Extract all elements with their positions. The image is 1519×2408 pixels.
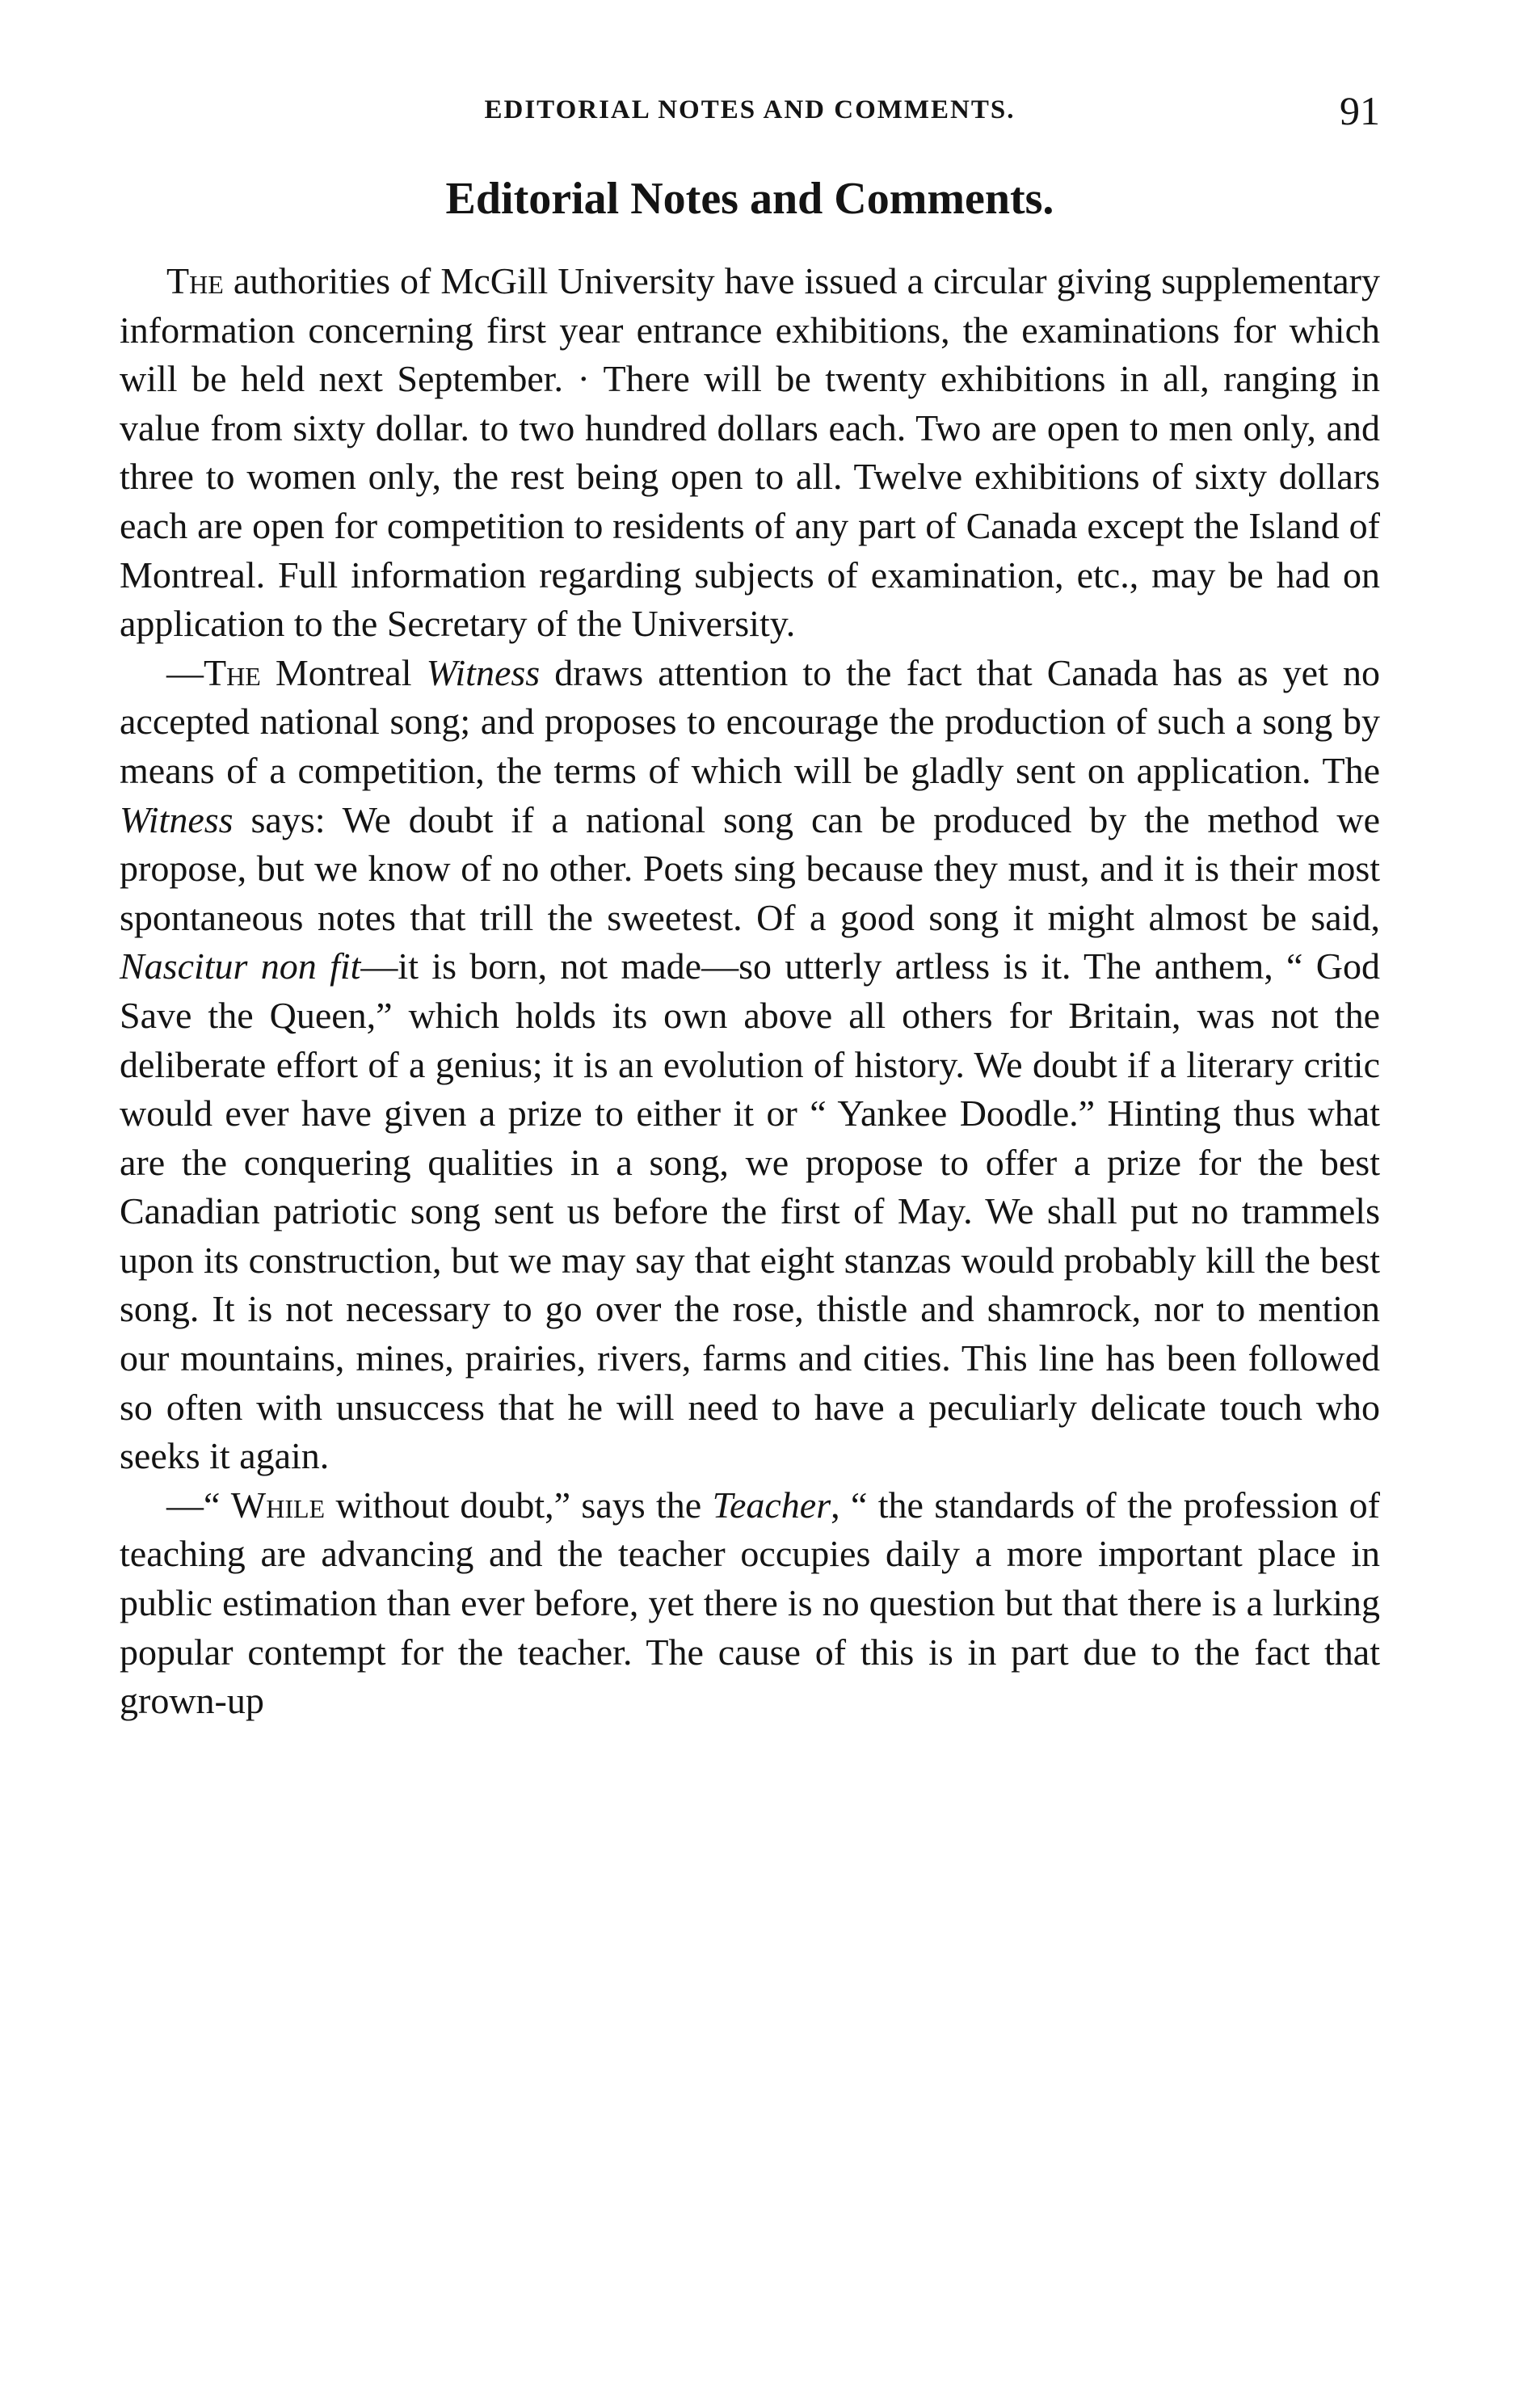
paragraph-opening-word: The bbox=[204, 651, 261, 693]
paragraph-text: without doubt,” says the bbox=[325, 1484, 713, 1526]
paragraph-text: authorities of McGill University have issued a circular giving supplementary information concerning first year entrance exhibitions, the examinations for which will be held next September. · There will be twenty exhibitions in all, ranging in value from sixty dollar. to two hundred dollars each. Two are open to men only, and three to women only, the rest being open to all. Twelve exhibitions of sixty dollars each are open for competition to residents of any part of Canada except the Island of Montreal. Full information regarding subjects of examination, etc., may be had on application to the Secretary of the University. bbox=[120, 260, 1380, 645]
paragraph-text: draws attention to the fact that Canada has as yet no accepted national song; and proposes to encourage the production of such a song by means of a competition, the terms of which will be gladly sent on application. The bbox=[120, 651, 1380, 791]
running-title: EDITORIAL NOTES AND COMMENTS. bbox=[484, 95, 1016, 124]
paragraph-national-song bbox=[120, 649, 1380, 1481]
page-number: 91 bbox=[1340, 88, 1380, 133]
paragraph-lead: —“ bbox=[166, 1484, 231, 1526]
paragraph-text: , “ the standards of the profession of teaching are advancing and the teacher occupies daily a more important place in public estimation than ever before, yet there is no question but that there is a lurking popular contempt for the teacher. The cause of this is in part due to the fact that grown-up bbox=[120, 1484, 1380, 1722]
paragraph-mcgill-exhibitions bbox=[120, 257, 1380, 649]
paragraph-text: says: We doubt if a national song can be produced by the method we propose, but we know of no other. Poets sing because they must, and it is their most spontaneous notes that trill the sweetest. Of a good song it might almost be said, bbox=[120, 798, 1380, 938]
paragraph-opening-word: The bbox=[166, 260, 224, 301]
paragraph-opening-word: While bbox=[230, 1484, 326, 1526]
paragraph-text: Montreal bbox=[260, 651, 427, 693]
italic-title-witness: Witness bbox=[426, 651, 541, 693]
paragraph-teacher bbox=[120, 1481, 1380, 1726]
article-title: Editorial Notes and Comments. bbox=[445, 174, 1054, 224]
italic-latin-phrase: Nascitur non fit bbox=[120, 945, 361, 987]
article-body bbox=[120, 257, 1380, 1726]
italic-title-teacher: Teacher bbox=[712, 1484, 831, 1526]
paragraph-text: —it is born, not made—so utterly artless is it. The anthem, “ God Save the Queen,” which holds its own above all others for Britain, was not the deliberate effort of a genius; it is an evolution of history. We doubt if a literary critic would ever have given a prize to either it or “ Yankee Doodle.” Hinting thus what are the conquering qualities in a song, we propose to offer a prize for the best Canadian patriotic song sent us before the first of May. We shall put no trammels upon its construction, but we may say that eight stanzas would probably kill the best song. It is not necessary to go over the rose, thistle and shamrock, nor to mention our mountains, mines, prairies, rivers, farms and cities. This line has been followed so often with unsuccess that he will need to have a peculiarly delicate touch who seeks it again. bbox=[120, 945, 1380, 1477]
paragraph-lead: — bbox=[166, 651, 204, 693]
running-header bbox=[120, 87, 1380, 136]
italic-title-witness: Witness bbox=[120, 798, 234, 840]
